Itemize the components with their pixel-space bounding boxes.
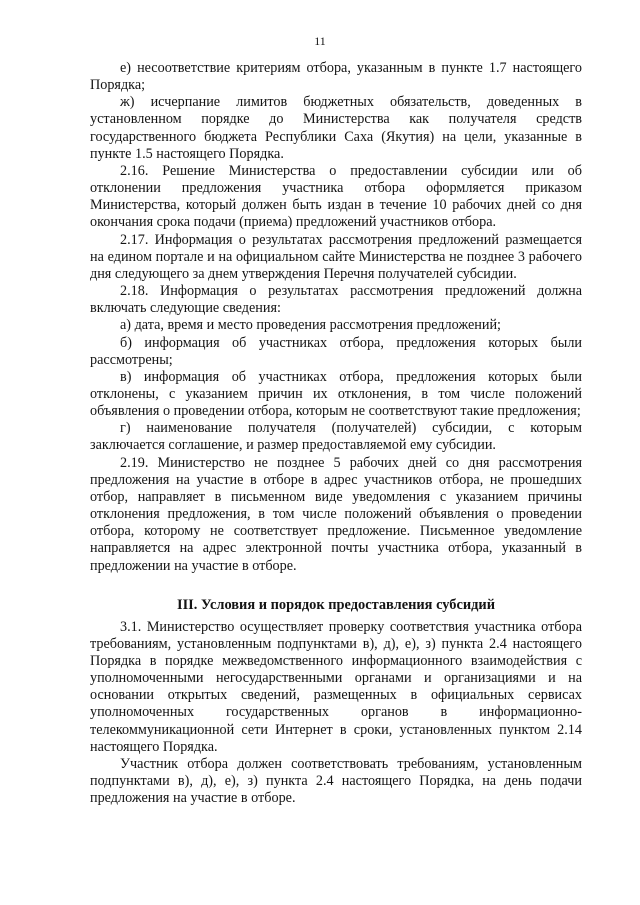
clause-2-18-b-paragraph: б) информация об участниках отбора, предложения которых были рассмотрены; xyxy=(90,334,582,368)
participant-requirements-paragraph: Участник отбора должен соответствовать требованиям, установленным подпунктами в), д), е), з) пункта 2.4 настоящего Порядка, на день подачи предложения на участие в отборе. xyxy=(90,755,582,807)
clause-2-18-a-paragraph: а) дата, время и место проведения рассмотрения предложений; xyxy=(120,317,501,334)
document-body xyxy=(90,60,582,807)
section-3-heading: III. Условия и порядок предоставления субсидий xyxy=(176,596,496,613)
clause-e-paragraph: е) несоответствие критериям отбора, указанным в пункте 1.7 настоящего Порядка; xyxy=(90,60,582,94)
clause-2-18-v-paragraph: в) информация об участниках отбора, предложения которых были отклонены, с указанием причин их отклонения, в том числе положений объявления о проведении отбора, которым не соответствуют такие предложения; xyxy=(90,368,582,420)
clause-2-19-paragraph: 2.19. Министерство не позднее 5 рабочих дней со дня рассмотрения предложения на участие в отборе в адрес участников отбора, не прошедших отбор, направляет в письменном виде уведомления с указанием причины отклонения предложения, в том числе положений объявления о проведении отбора, которому не соответствует предложение. Письменное уведомление направляется на адрес электронной почты участника отбора, указанный в предложении на участие в отборе. xyxy=(90,454,582,574)
clause-zh-paragraph: ж) исчерпание лимитов бюджетных обязательств, доведенных в установленном порядке до Министерства как получателя средств государственного бюджета Республики Саха (Якутия) на цели, указанные в пункте 1.5 настоящего Порядка. xyxy=(90,94,582,162)
clause-2-18-paragraph: 2.18. Информация о результатах рассмотрения предложений должна включать следующие сведения: xyxy=(90,283,582,317)
clause-2-17-paragraph: 2.17. Информация о результатах рассмотрения предложений размещается на едином портале и на официальном сайте Министерства не позднее 3 рабочего дня следующего за днем утверждения Перечня получателей субсидии. xyxy=(90,231,582,282)
clause-2-16-paragraph: 2.16. Решение Министерства о предоставлении субсидии или об отклонении предложения участника отбора оформляется приказом Министерства, который должен быть издан в течение 10 рабочих дней со дня окончания срока подачи (приема) предложений участников отбора. xyxy=(90,162,582,231)
clause-2-18-g-paragraph: г) наименование получателя (получателей) субсидии, с которым заключается соглашение, и размер предоставляемой ему субсидии. xyxy=(90,420,582,454)
page-number: 11 xyxy=(314,34,326,48)
clause-3-1-paragraph: 3.1. Министерство осуществляет проверку соответствия участника отбора требованиям, установленным подпунктами в), д), е), з) пункта 2.4 настоящего Порядка в порядке межведомственного информационного взаимодействия с уполномоченными негосударственными органами и организациями и на основании открытых сведений, размещенных в официальных сервисах уполномоченных государственных органов в информационно-телекоммуникационной сети Интернет в сроки, установленных пунктом 2.14 настоящего Порядка. xyxy=(90,618,582,755)
